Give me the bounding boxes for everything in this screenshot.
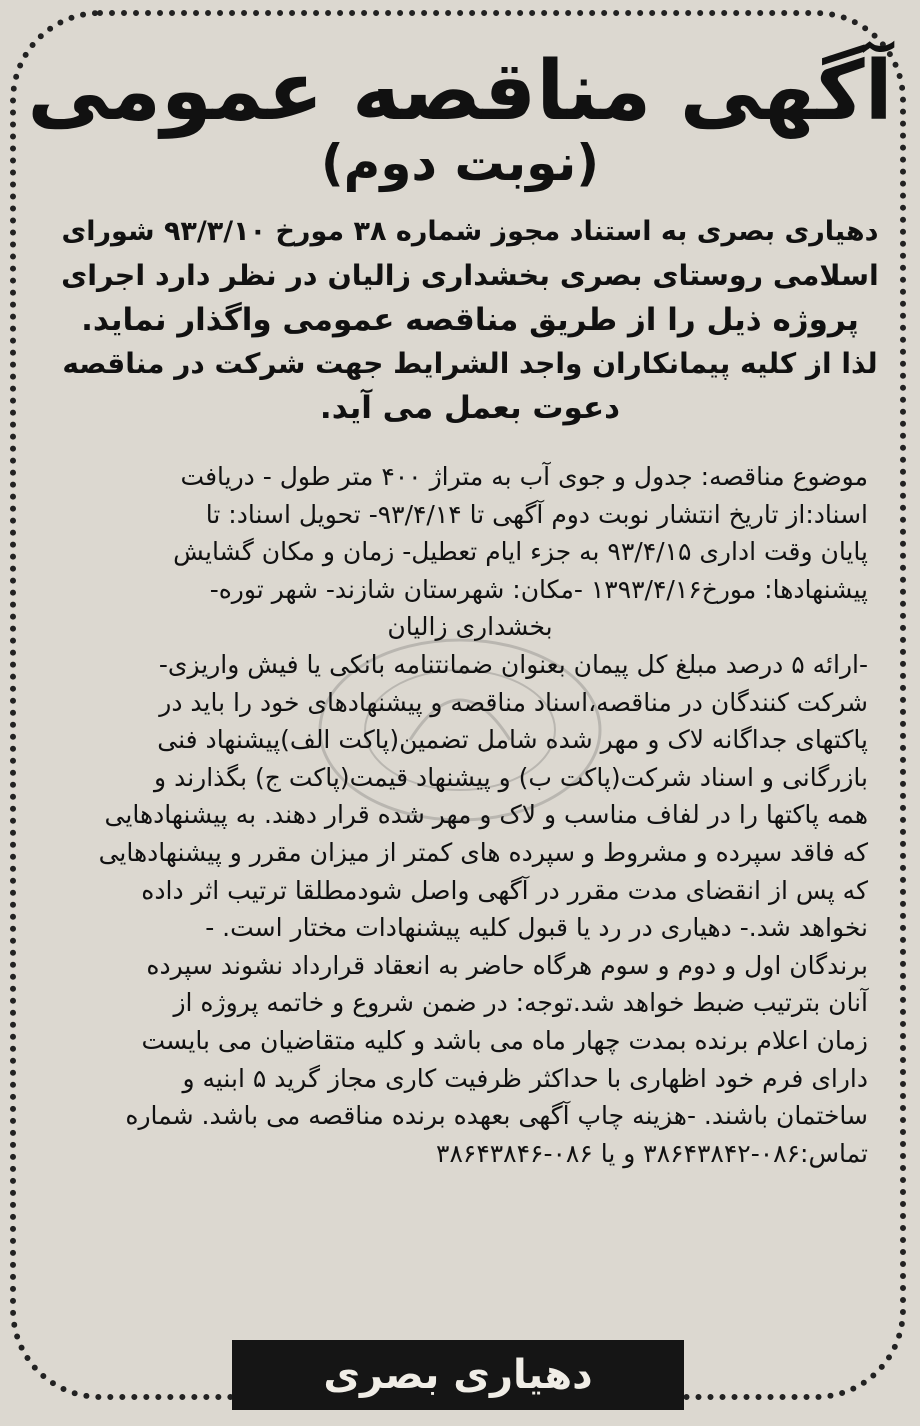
intro-line: دهیاری بصری به استناد مجوز شماره ۳۸ مورخ ۹۳/۳/۱۰ شورای [61, 216, 879, 247]
body-line: -ارائه ۵ درصد مبلغ کل پیمان بعنوان ضمانتنامه بانکی یا فیش واریزی- [158, 649, 868, 679]
body-line: اسناد:از تاریخ انتشار نوبت دوم آگهی تا ۹۳/۴/۱۴- تحویل اسناد: تا [205, 499, 868, 529]
body-line: که پس از انقضای مدت مقرر در آگهی واصل شودمطلقا ترتیب اثر داده [141, 875, 868, 905]
intro-line: دعوت بعمل می آید. [319, 390, 621, 426]
intro-line: لذا از کلیه پیمانکاران واجد الشرایط جهت شرکت در مناقصه [62, 347, 878, 380]
body-line: پاکتهای جداگانه لاک و مهر شده شامل تضمین(پاکت الف)پیشنهاد فنی [157, 725, 868, 755]
intro-line: اسلامی روستای بصری بخشداری زالیان در نظر دارد اجرای [61, 259, 879, 292]
body-line: بخشداری زالیان [387, 612, 553, 642]
body-line: که فاقد سپرده و مشروط و سپرده های کمتر از میزان مقرر و پیشنهادهایی [98, 837, 868, 867]
body-line: نخواهد شد.- دهیاری در رد یا قبول کلیه پیشنهادات مختار است. - [205, 913, 868, 943]
body-line: بازرگانی و اسناد شرکت(پاکت ب) و پیشنهاد قیمت(پاکت ج) بگذارند و [154, 762, 868, 792]
body-line: دارای فرم خود اظهاری با حداکثر ظرفیت کاری مجاز گرید ۵ ابنیه و [182, 1063, 868, 1093]
body-line: ساختمان باشند. -هزینه چاپ آگهی بعهده برنده مناقصه می باشد. شماره [125, 1101, 868, 1131]
signature-banner: دهیاری بصری [232, 1340, 684, 1410]
body-line: تماس:۰۸۶-۳۸۶۴۳۸۴۲ و یا ۰۸۶-۳۸۶۴۳۸۴۶ [436, 1138, 868, 1168]
details-paragraph [72, 458, 868, 1172]
body-line: زمان اعلام برنده بمدت چهار ماه می باشد و کلیه متقاضیان می بایست [141, 1025, 868, 1055]
ad-subtitle: (نوبت دوم) [320, 134, 600, 192]
ad-title: آگهی مناقصه عمومی [27, 44, 893, 139]
body-line: آنان بترتیب ضبط خواهد شد.توجه: در ضمن شروع و خاتمه پروژه از [173, 988, 868, 1018]
body-line: پیشنهادها: مورخ۱۳۹۳/۴/۱۶ -مکان: شهرستان شازند- شهر توره- [209, 574, 868, 604]
body-line: پایان وقت اداری ۹۳/۴/۱۵ به جزء ایام تعطیل- زمان و مکان گشایش [173, 537, 868, 567]
body-line: شرکت کنندگان در مناقصه،اسناد مناقصه و پیشنهادهای خود را باید در [159, 687, 868, 717]
intro-paragraph [60, 210, 880, 430]
body-line: موضوع مناقصه: جدول و جوی آب به متراژ ۴۰۰ متر طول - دریافت [180, 462, 868, 491]
intro-line: پروژه ذیل را از طریق مناقصه عمومی واگذار نماید. [81, 302, 859, 338]
body-line: همه پاکتها را در لفاف مناسب و لاک و مهر شده قرار دهند. به پیشنهادهایی [104, 800, 868, 830]
body-line: برندگان اول و دوم و سوم هرگاه حاضر به انعقاد قرارداد نشوند سپرده [146, 950, 868, 980]
